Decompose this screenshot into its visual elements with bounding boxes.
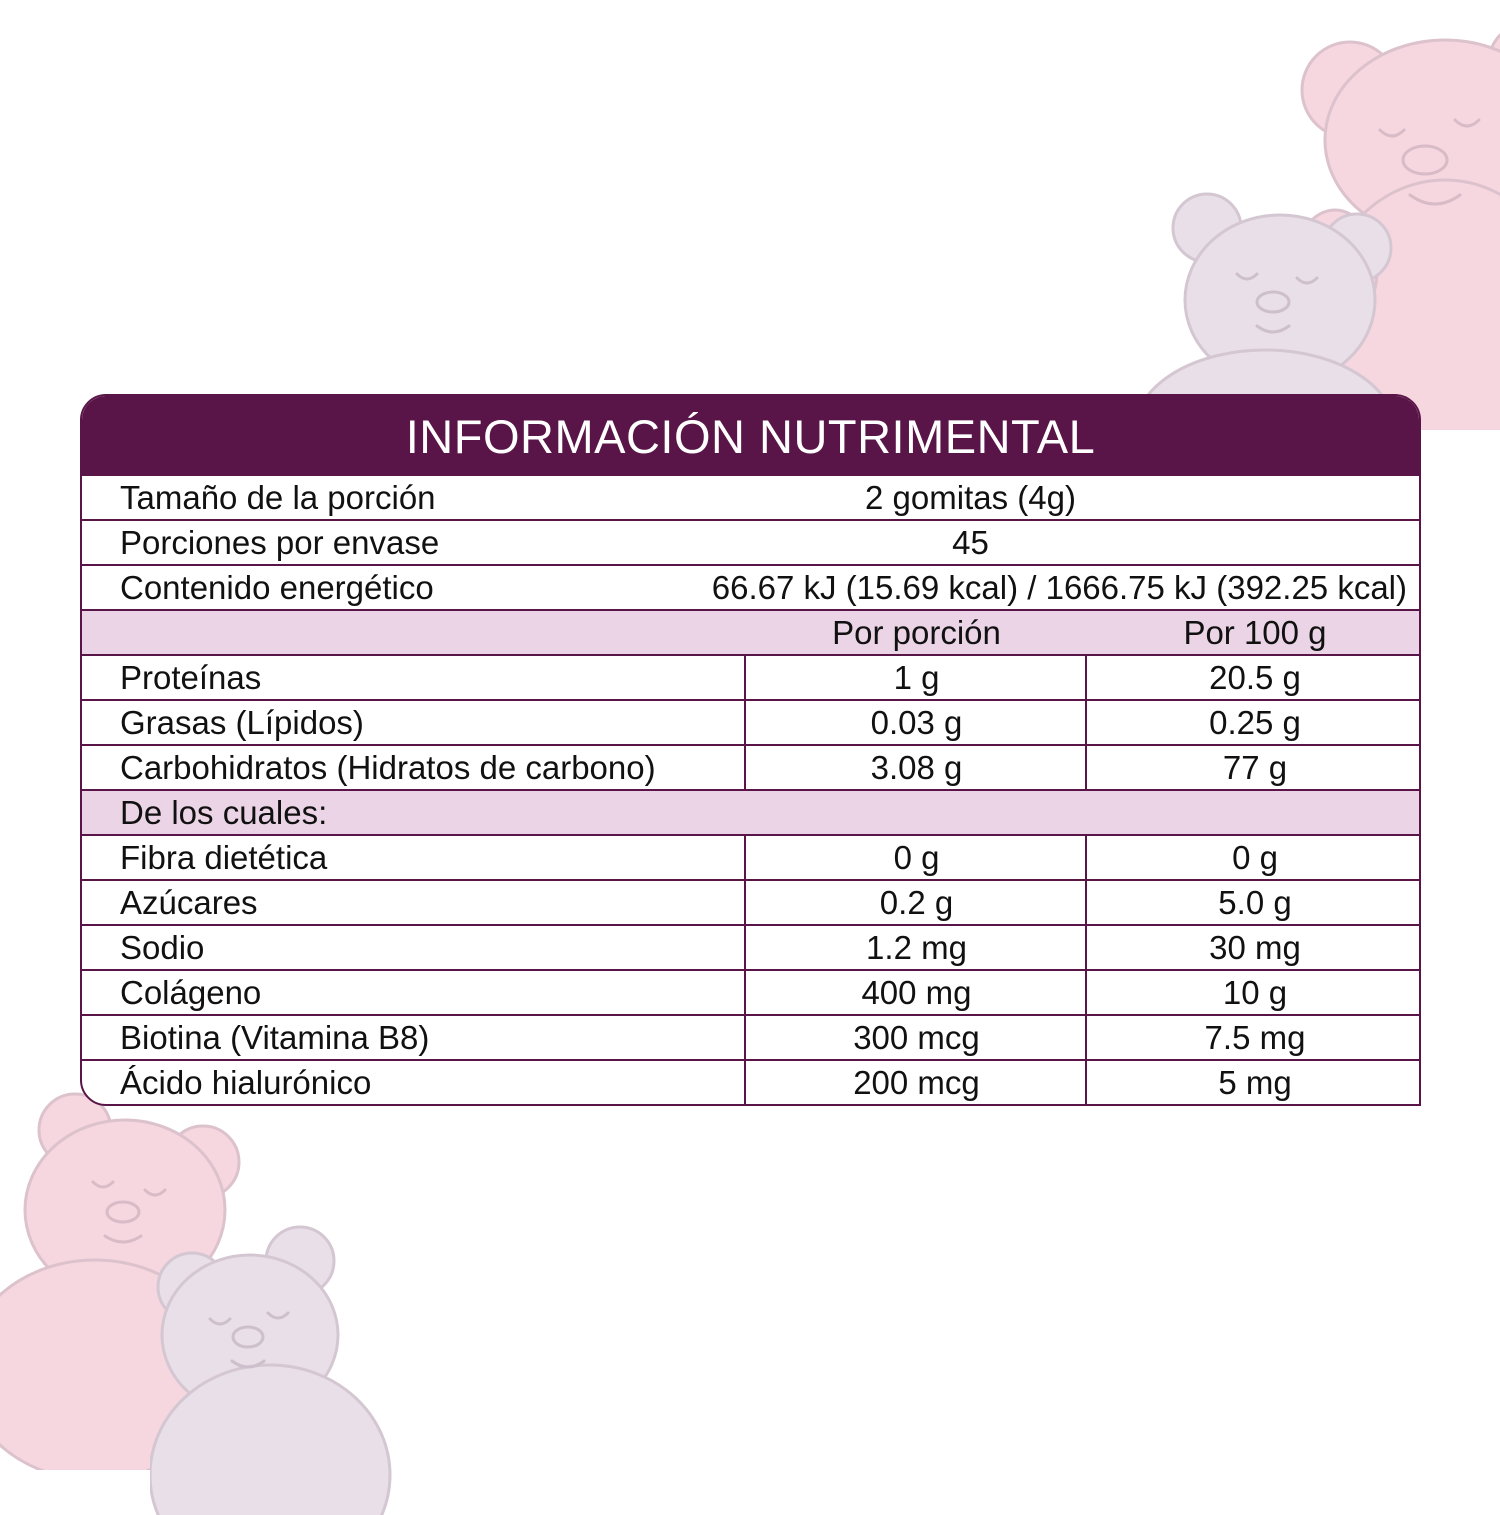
nutrient-label: Proteínas	[120, 659, 262, 696]
nutrient-label: Colágeno	[120, 974, 262, 1011]
nutrient-per-portion: 0 g	[893, 839, 940, 876]
nutrient-per-100g: 77 g	[1222, 749, 1288, 786]
table-row	[82, 746, 1419, 791]
nutrient-per-100g: 20.5 g	[1209, 659, 1301, 696]
nutrition-facts-panel	[80, 394, 1421, 1106]
nutrient-per-portion: 1 g	[893, 659, 940, 696]
servings-per-container-row	[82, 521, 1419, 566]
nutrient-per-portion: 1.2 mg	[866, 929, 967, 966]
table-row	[82, 656, 1419, 701]
nutrient-label: Azúcares	[120, 884, 258, 921]
nutrient-label: Fibra dietética	[120, 839, 328, 876]
nutrient-per-portion: 0.2 g	[879, 884, 954, 921]
column-header-per-portion: Por porción	[832, 614, 1001, 651]
column-header-per-100g: Por 100 g	[1183, 614, 1327, 651]
subsection-label: De los cuales:	[120, 794, 328, 831]
table-row	[82, 881, 1419, 926]
nutrient-per-100g: 30 mg	[1209, 929, 1301, 966]
table-row	[82, 836, 1419, 881]
nutrient-label: Sodio	[120, 929, 205, 966]
table-row	[82, 926, 1419, 971]
column-header-row	[82, 611, 1419, 656]
panel-title: INFORMACIÓN NUTRIMENTAL	[82, 396, 1419, 476]
nutrient-per-100g: 10 g	[1222, 974, 1288, 1011]
nutrient-per-portion: 300 mcg	[853, 1019, 980, 1056]
table-row	[82, 701, 1419, 746]
nutrient-per-100g: 7.5 mg	[1204, 1019, 1306, 1056]
energy-content-row	[82, 566, 1419, 611]
nutrient-label: Grasas (Lípidos)	[120, 704, 364, 741]
nutrient-label: Biotina (Vitamina B8)	[120, 1019, 430, 1056]
nutrient-per-portion: 3.08 g	[870, 749, 963, 786]
serving-size-value: 2 gomitas (4g)	[865, 479, 1076, 516]
table-row	[82, 971, 1419, 1016]
nutrient-label: Ácido hialurónico	[120, 1064, 372, 1101]
gummy-bear-lilac-bottom-icon	[150, 1225, 410, 1515]
nutrient-per-100g: 0 g	[1232, 839, 1278, 876]
nutrient-per-portion: 0.03 g	[870, 704, 963, 741]
energy-content-value: 66.67 kJ (15.69 kcal) / 1666.75 kJ (392.25 kcal)	[711, 569, 1407, 606]
nutrient-per-100g: 0.25 g	[1209, 704, 1301, 741]
nutrient-per-100g: 5.0 g	[1218, 884, 1292, 921]
nutrient-per-100g: 5 mg	[1218, 1064, 1292, 1101]
nutrient-per-portion: 200 mcg	[853, 1064, 980, 1101]
servings-per-container-label: Porciones por envase	[120, 524, 440, 561]
serving-size-row	[82, 476, 1419, 521]
serving-size-label: Tamaño de la porción	[120, 479, 436, 516]
nutrient-per-portion: 400 mg	[861, 974, 972, 1011]
subsection-row	[82, 791, 1419, 836]
table-row	[82, 1061, 1419, 1106]
nutrient-label: Carbohidratos (Hidratos de carbono)	[120, 749, 656, 786]
servings-per-container-value: 45	[952, 524, 989, 561]
energy-content-label: Contenido energético	[120, 569, 434, 606]
table-row	[82, 1016, 1419, 1061]
